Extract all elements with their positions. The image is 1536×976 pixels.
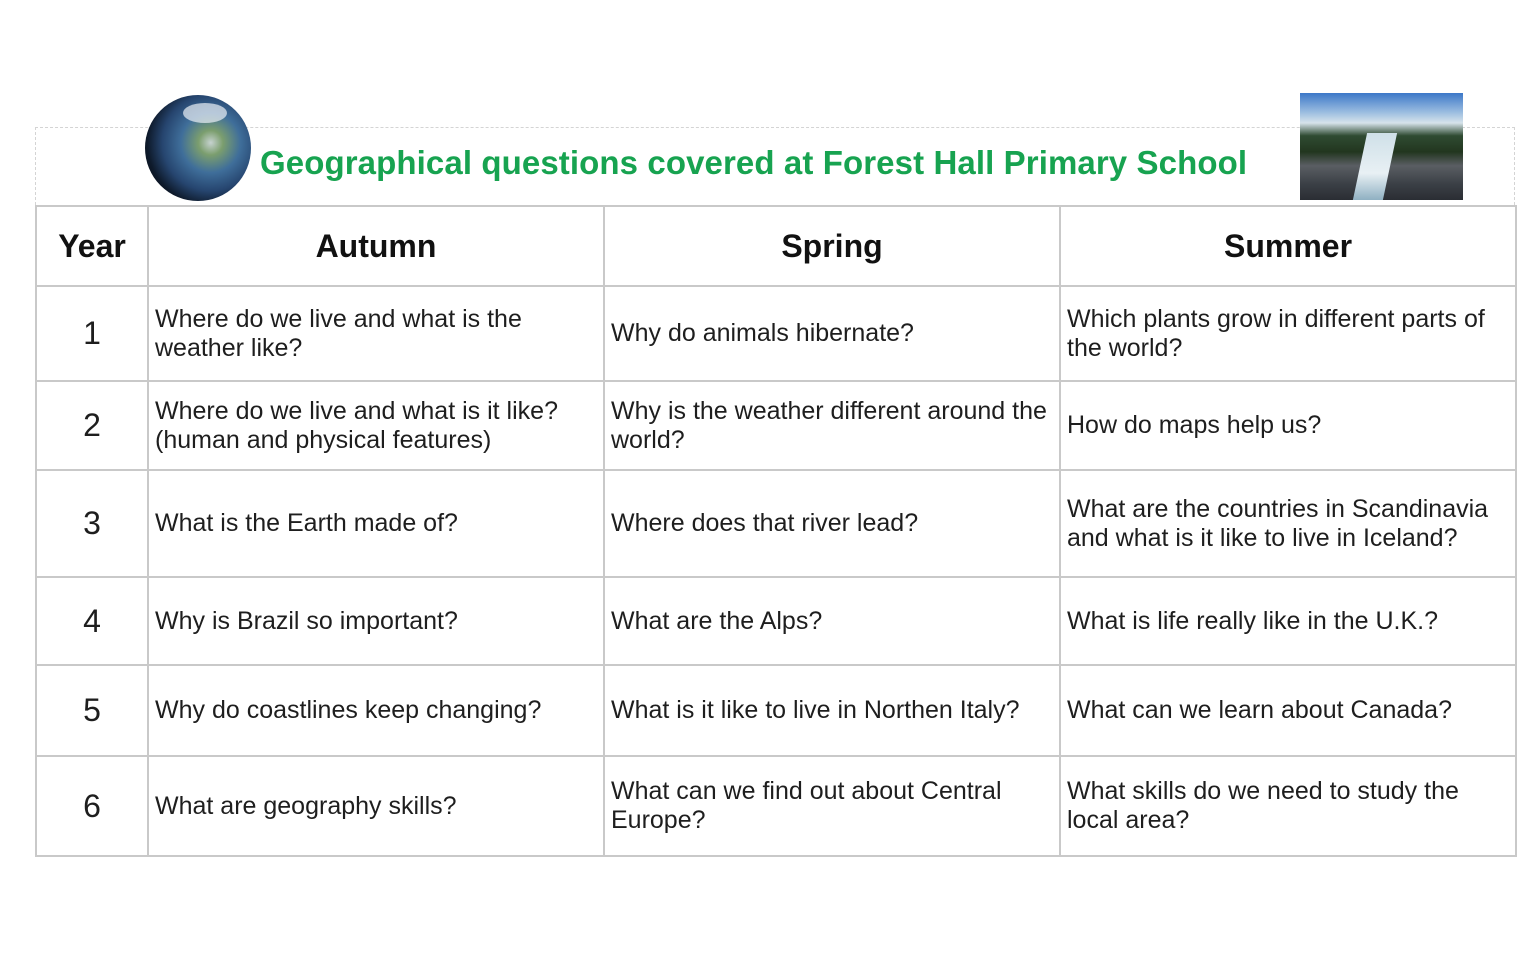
summer-cell: What can we learn about Canada? (1060, 665, 1516, 756)
page-title: Geographical questions covered at Forest Hall Primary School (260, 144, 1248, 181)
year-cell: 6 (36, 756, 148, 856)
column-header-summer: Summer (1060, 206, 1516, 286)
year-cell: 5 (36, 665, 148, 756)
mountain-river-landscape-image (1300, 93, 1463, 200)
summer-cell: What skills do we need to study the local area? (1060, 756, 1516, 856)
table-row (36, 756, 1516, 856)
curriculum-table (35, 205, 1517, 857)
autumn-cell: Why do coastlines keep changing? (148, 665, 604, 756)
year-cell: 3 (36, 470, 148, 577)
autumn-cell: Why is Brazil so important? (148, 577, 604, 665)
year-cell: 4 (36, 577, 148, 665)
autumn-cell: Where do we live and what is the weather like? (148, 286, 604, 381)
summer-cell: How do maps help us? (1060, 381, 1516, 470)
column-header-autumn: Autumn (148, 206, 604, 286)
table-header-row (36, 206, 1516, 286)
spring-cell: What are the Alps? (604, 577, 1060, 665)
column-header-spring: Spring (604, 206, 1060, 286)
table-row (36, 470, 1516, 577)
spring-cell: What is it like to live in Northen Italy? (604, 665, 1060, 756)
autumn-cell: What are geography skills? (148, 756, 604, 856)
spring-cell: Why do animals hibernate? (604, 286, 1060, 381)
table-row (36, 577, 1516, 665)
earth-globe-image (145, 95, 251, 201)
autumn-cell: Where do we live and what is it like? (human and physical features) (148, 381, 604, 470)
spring-cell: What can we find out about Central Europe? (604, 756, 1060, 856)
year-cell: 2 (36, 381, 148, 470)
summer-cell: What is life really like in the U.K.? (1060, 577, 1516, 665)
spring-cell: Why is the weather different around the world? (604, 381, 1060, 470)
summer-cell: What are the countries in Scandinavia and what is it like to live in Iceland? (1060, 470, 1516, 577)
spring-cell: Where does that river lead? (604, 470, 1060, 577)
summer-cell: Which plants grow in different parts of the world? (1060, 286, 1516, 381)
year-cell: 1 (36, 286, 148, 381)
table-row (36, 286, 1516, 381)
column-header-year: Year (36, 206, 148, 286)
table-row (36, 381, 1516, 470)
table-row (36, 665, 1516, 756)
autumn-cell: What is the Earth made of? (148, 470, 604, 577)
